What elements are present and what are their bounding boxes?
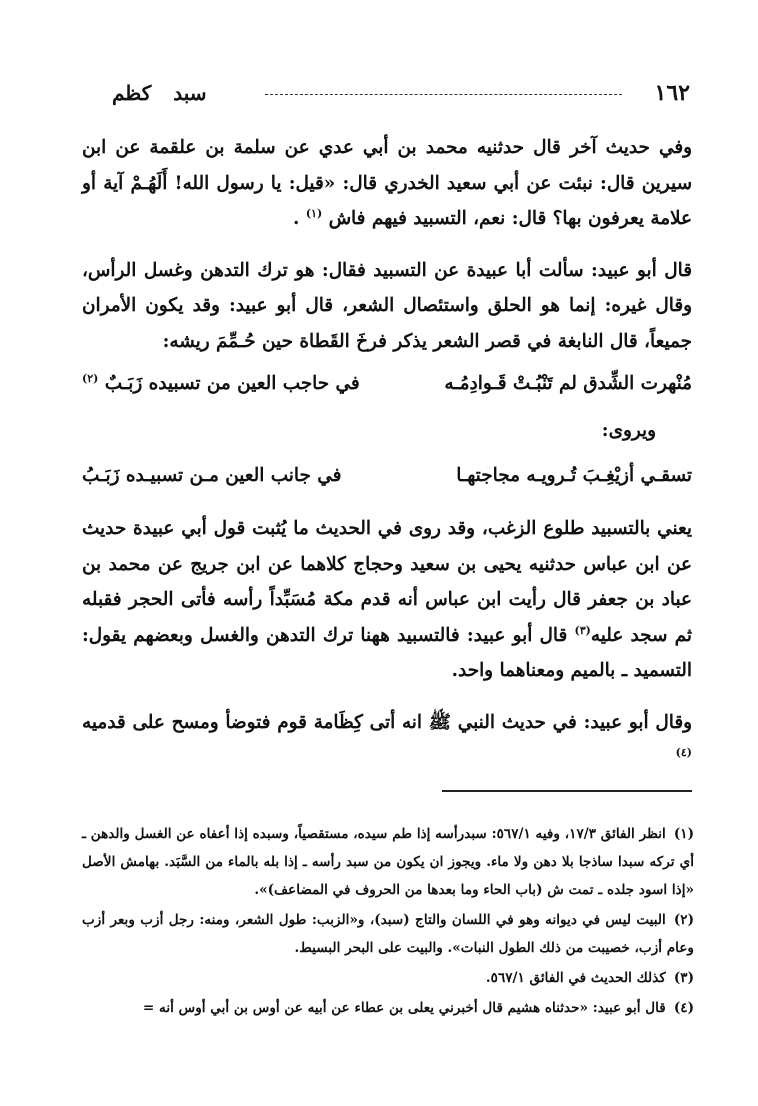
verse-line [82,457,692,495]
footnote-ref: (٤) [675,745,692,759]
page-number: ١٦٢ [654,80,690,106]
verse-text: في حاجب العين من تسبيده زَبَـبٌ [104,373,360,394]
footnote-number: (١) [673,826,694,842]
paragraph [82,511,692,689]
paragraph [82,130,692,237]
footnote-text: كذلك الحديث في الفائق ٥٦٧/١. [485,970,666,986]
paragraph-text: قال أبو عبيد: فالتسبيد ههنا ترك التدهن والغسل وبعضهم يقول: التسميد ـ بالميم ومعناهما واحد. [82,624,692,681]
verse-hemistich-second [82,365,360,403]
paragraph [82,705,692,776]
footnote-text: قال أبو عبيد: «حدثناه هشيم قال أخبرني يعلى بن عطاء عن أبيه عن أوس بن أبي أوس أنه = [142,1000,666,1016]
main-text [82,130,692,776]
header-dashed-rule [265,94,622,95]
footnote-number: (٤) [673,1000,694,1016]
footnote [82,994,694,1022]
paragraph-text: يعني بالتسبيد طلوع الزغب، وقد روى في الحديث ما يُثبت قول أبي عبيدة حديث عن ابن عباس حدثنيه يحيى بن سعيد وحجاج كلاهما عن ابن جريج عن محمد بن عباد بن جعفر قال رأيت ابن عباس أنه قدم مكة مُسَبِّداً رأسه فأتى الحجر فقبله ثم سجد عليه [82,518,692,646]
footnote-ref: (٣) [574,623,591,637]
verse-hemistich-first: مُنْهرت الشِّدق لم تَنْبُـتْ قَـوادِمُـه [444,373,692,394]
footnote-text: البيت ليس في ديوانه وهو في اللسان والتاج (سبد)، و«الزبب: طول الشعر، ومنه: رجل أزب وبعر أزب وعام أزب، خصيبت من ذلك الطول النبات». والبيت على البحر البسيط. [82,912,694,956]
footnote-number: (٣) [673,970,694,986]
footnote-ref: (١) [305,206,323,220]
verse-line [82,365,692,403]
footnotes [82,820,694,1022]
footnote [82,820,694,904]
footnote-text: انظر الفائق ١٧/٣، وفيه ٥٦٧/١: سبدرأسه إذا طم سيده، مستقصياً، وسبده إذا أعفاه عن الغسل والدهن ـ أي تركه سبدا ساذجا بلا دهن ولا ماء. ويجوز ان يكون من سبد رأسه ـ إذا بله بالماء من السَّبَد. بهامش الأصل «إذا اسود جلده ـ تمت ش (باب الحاء وما بعدها من الحروف في المضاعف)». [82,826,694,898]
variant-label: ويروى: [601,420,656,441]
verse-hemistich-second: في جانب العين مـن تسبيـده زَبَـبُ [82,465,342,486]
header-keywords [90,78,207,108]
footnote-ref: (٢) [82,371,99,385]
running-header [90,78,690,108]
header-keyword: سبد [173,81,207,105]
paragraph-text: وفي حديث آخر قال حدثنيه محمد بن أبي عدي عن سلمة بن علقمة عن ابن سيرين قال: نبئت عن أبي سعيد الخدري قال: «قيل: يا رسول الله! أَلَهُـمْ آية أو علامة يعرفون بها؟ قال: نعم، التسبيد فيهم فاش [82,137,692,229]
footnote-number: (٢) [673,912,694,928]
footnote [82,964,694,992]
footnote-separator [442,790,692,792]
header-keyword: كظم [112,81,152,105]
paragraph: قال أبو عبيد: سألت أبا عبيدة عن التسبيد فقال: هو ترك التدهن وغسل الرأس، وقال غيره: إنما هو الحلق واستئصال الشعر، قال أبو عبيد: وقد يكون الأمران جميعاً، قال النابغة في قصر الشعر يذكر فرخَ القَطاة حين حُـمِّمَ ريشه: [82,259,692,352]
paragraph-text: . [293,208,300,229]
footnote [82,906,694,962]
verse-hemistich-first: تسقـي أزيْغِـبَ تُـرويـه مجاجتهـا [456,465,692,486]
paragraph-text: وقال أبو عبيد: في حديث النبي ﷺ انه أتى كِظَامة قوم فتوضأ ومسح على قدميه [82,711,692,733]
